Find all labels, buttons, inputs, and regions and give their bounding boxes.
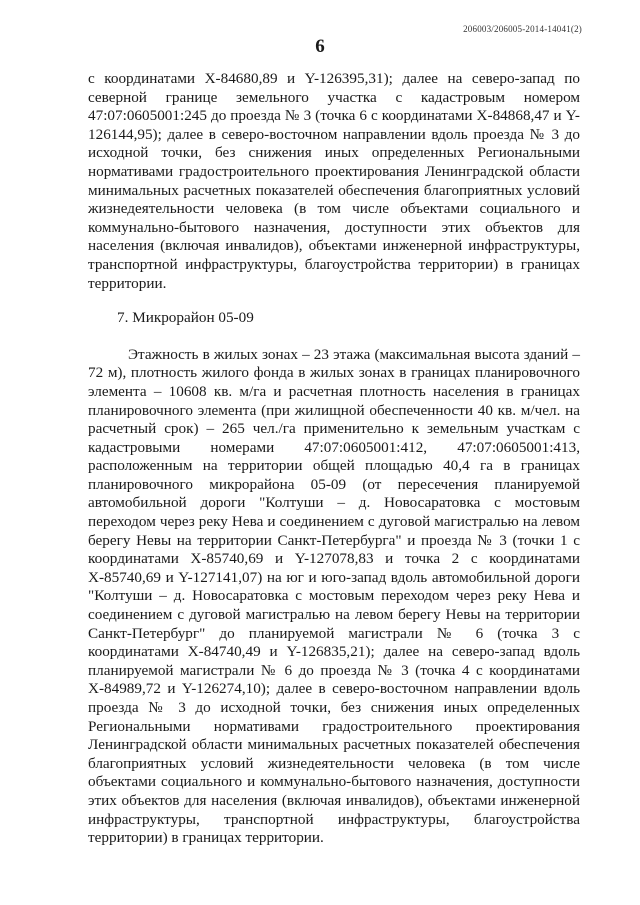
section-heading: 7. Микрорайон 05-09 [117, 309, 254, 327]
document-body [88, 70, 580, 848]
page-number: 6 [315, 36, 325, 57]
paragraph-continuation: с координатами Х-84680,89 и Y-126395,31); далее на северо-запад по северной границе земельного участка с кадастровым номером 47:07:0605001:245 до проезда № 3 (точка 6 с координатами Х-84868,47 и Y-126144,95); далее в северо-восточном направлении вдоль проезда № 3 до исходной точки, без снижения иных определенных Региональными нормативами градостроительного проектирования Ленинградской области минимальных расчетных показателей обеспечения благоприятных условий жизнедеятельности человека (в том числе объектами социального и коммунально-бытового назначения, доступности этих объектов для населения (включая инвалидов), объектами инженерной инфраструктуры, транспортной инфраструктуры, благоустройства территории) в границах территории. [88, 70, 580, 292]
document-code: 206003/206005-2014-14041(2) [463, 24, 582, 34]
paragraph-microdistrict: Этажность в жилых зонах – 23 этажа (максимальная высота зданий – 72 м), плотность жилого фонда в жилых зонах в границах планировочного элемента – 10608 кв. м/га и расчетная плотность населения в границах планировочного элемента (при жилищной обеспеченности 40 кв. м/чел. на расчетный срок) – 265 чел./га применительно к земельным участкам с кадастровыми номерами 47:07:0605001:412, 47:07:0605001:413, расположенным на территории общей площадью 40,4 га в границах планировочного микрорайона 05-09 (от пересечения планируемой автомобильной дороги "Колтуши – д. Новосаратовка с мостовым переходом через реку Нева и соединением с дуговой магистралью на левом берегу Невы на территории Санкт-Петербурга" и проезда № 3 (точки 1 с координатами Х-85740,69 и Y-127078,83 и точка 2 с координатами Х-85740,69 и Y-127141,07) на юг и юго-запад вдоль автомобильной дороги "Колтуши – д. Новосаратовка с мостовым переходом через реку Нева и соединением с дуговой магистралью на левом берегу Невы на территории Санкт-Петербург" до планируемой магистрали № 6 (точка 3 с координатами Х-84740,49 и Y-126835,21); далее на северо-запад вдоль планируемой магистрали № 6 до проезда № 3 (точка 4 с координатами Х-84989,72 и Y-126274,10); далее в северо-восточном направлении вдоль проезда № 3 до исходной точки, без снижения иных определенных Региональными нормативами градостроительного проектирования Ленинградской области минимальных расчетных показателей обеспечения благоприятных условий жизнедеятельности человека (в том числе объектами социального и коммунально-бытового назначения, доступности этих объектов для населения (включая инвалидов), объектами инженерной инфраструктуры, транспортной инфраструктуры, благоустройства территории) в границах территории. [88, 345, 580, 847]
